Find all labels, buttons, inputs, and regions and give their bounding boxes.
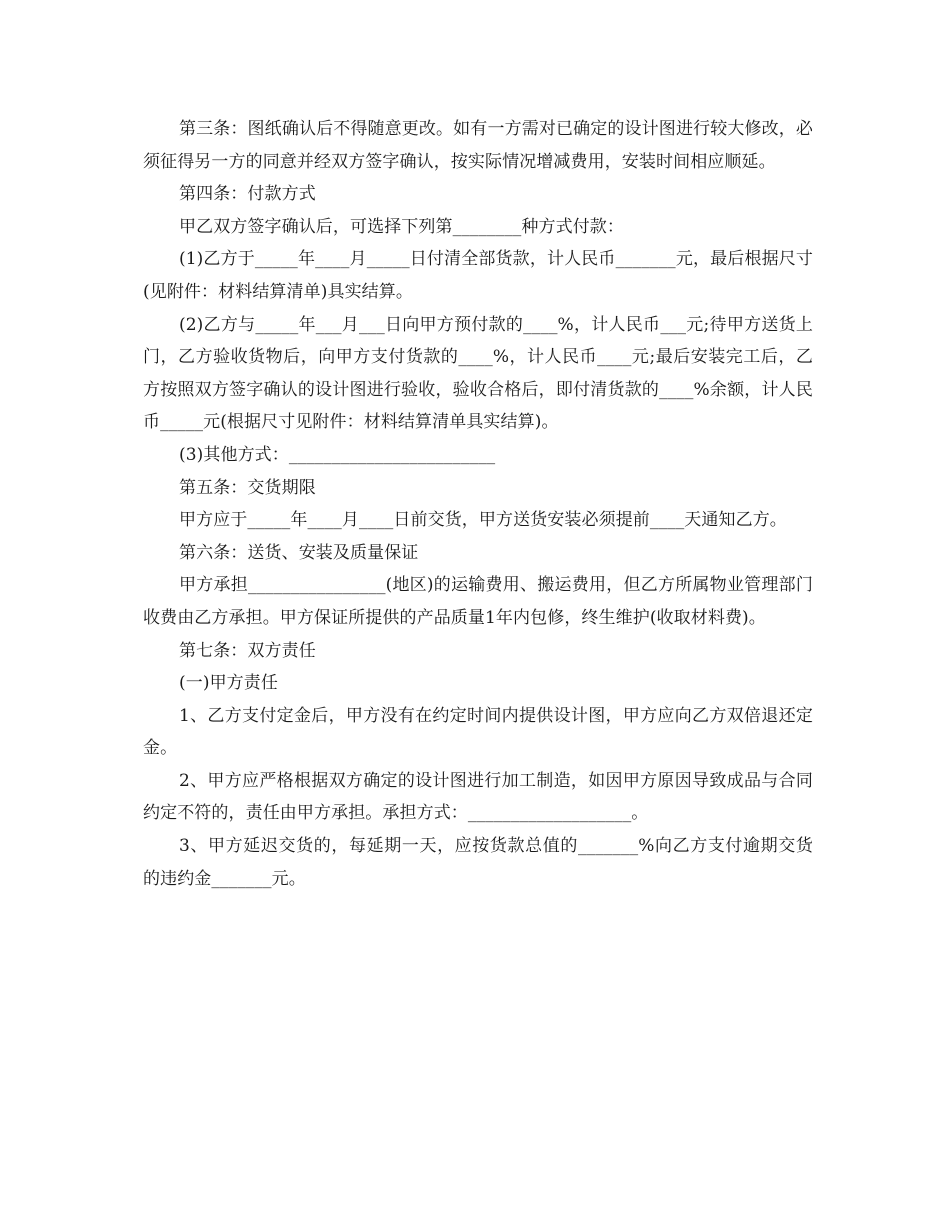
- payment-choice-text: 甲乙双方签字确认后，可选择下列第________种方式付款：: [179, 216, 624, 237]
- payment-option-2: (2)乙方与_____年___月___日向甲方预付款的____%，计人民币___元;待甲方送货上门，乙方验收货物后，向甲方支付货款的____%，计人民币____元;最后安装完工后，乙方按照双方签字确认的设计图进行验收，验收合格后，即付清货款的____%余额，计人民币_____元(根据尺寸见附件：材料结算清单具实结算)。: [143, 314, 813, 433]
- clause-4-heading: 第四条：付款方式: [179, 184, 316, 205]
- payment-option-1: (1)乙方于_____年____月_____日付清全部货款，计人民币_______元，最后根据尺寸(见附件：材料结算清单)具实结算。: [143, 249, 813, 302]
- delivery-quality-text: 甲方承担________________(地区)的运输费用、搬运费用，但乙方所属物业管理部门收费由乙方承担。甲方保证所提供的产品质量1年内包修，终生维护(收取材料费)。: [143, 575, 813, 628]
- responsibility-item-2: 2、甲方应严格根据双方确定的设计图进行加工制造，如因甲方原因导致成品与合同约定不符的，责任由甲方承担。承担方式：___________________。: [143, 770, 813, 824]
- party-a-responsibility-heading: (一)甲方责任: [179, 673, 278, 694]
- responsibility-item-3: 3、甲方延迟交货的，每延期一天，应按货款总值的_______%向乙方支付逾期交货的违约金_______元。: [143, 836, 813, 889]
- delivery-deadline-text: 甲方应于_____年____月____日前交货，甲方送货安装必须提前____天通知乙方。: [179, 510, 787, 531]
- clause-7-heading: 第七条：双方责任: [179, 640, 316, 661]
- responsibility-item-1: 1、乙方支付定金后，甲方没有在约定时间内提供设计图，甲方应向乙方双倍退还定金。: [143, 705, 813, 759]
- clause-6-heading: 第六条：送货、安装及质量保证: [179, 542, 419, 563]
- contract-body: [143, 113, 813, 895]
- payment-option-3: (3)其他方式：________________________: [179, 444, 496, 465]
- clause-5-heading: 第五条：交货期限: [179, 477, 316, 498]
- clause-3-text: 第三条：图纸确认后不得随意更改。如有一方需对已确定的设计图进行较大修改，必须征得另一方的同意并经双方签字确认，按实际情况增减费用，安装时间相应顺延。: [143, 119, 813, 172]
